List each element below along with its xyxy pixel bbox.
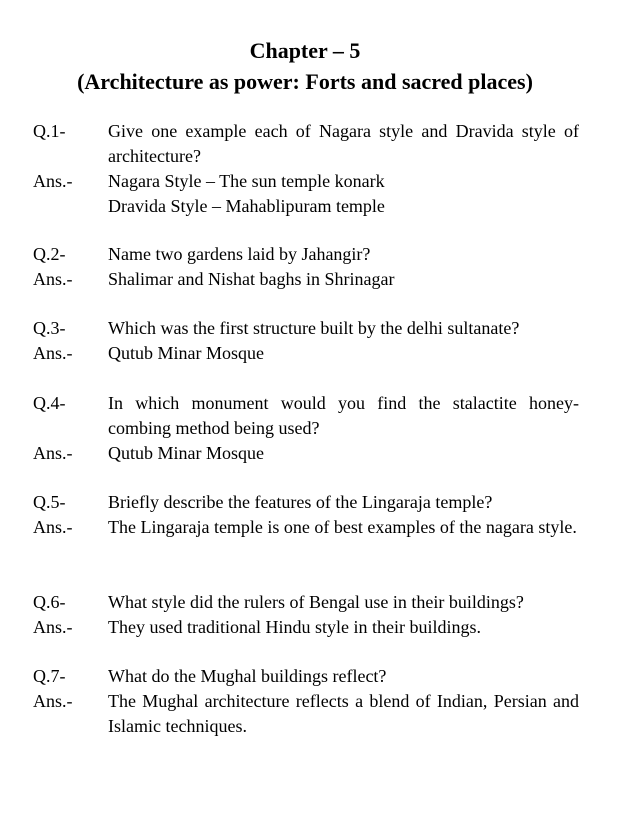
qa-item-6 bbox=[33, 590, 579, 640]
answer-label: Ans.- bbox=[33, 691, 73, 711]
question-label: Q.3- bbox=[33, 318, 66, 338]
question-label: Q.5- bbox=[33, 492, 66, 512]
answer-row-continued bbox=[33, 194, 579, 219]
qa-item-7 bbox=[33, 664, 579, 739]
question-text: What do the Mughal buildings reflect? bbox=[108, 666, 387, 686]
answer-text: The Mughal architecture reflects a blend of Indian, Persian and Islamic techniques. bbox=[108, 691, 579, 736]
answer-label: Ans.- bbox=[33, 517, 73, 537]
qa-item-3 bbox=[33, 316, 579, 366]
question-label: Q.4- bbox=[33, 393, 66, 413]
answer-row bbox=[33, 169, 579, 194]
answer-text: Qutub Minar Mosque bbox=[108, 343, 264, 363]
question-text: Name two gardens laid by Jahangir? bbox=[108, 244, 371, 264]
question-row bbox=[33, 391, 579, 441]
answer-row bbox=[33, 267, 579, 292]
qa-item-2 bbox=[33, 242, 579, 292]
question-row bbox=[33, 664, 579, 689]
answer-label: Ans.- bbox=[33, 617, 73, 637]
answer-text: They used traditional Hindu style in their buildings. bbox=[108, 617, 481, 637]
question-text: Give one example each of Nagara style and Dravida style of architecture? bbox=[108, 121, 579, 166]
answer-label: Ans.- bbox=[33, 171, 73, 191]
answer-row bbox=[33, 615, 579, 640]
answer-text: Shalimar and Nishat baghs in Shrinagar bbox=[108, 269, 395, 289]
answer-text-line-2: Dravida Style – Mahablipuram temple bbox=[108, 196, 385, 216]
qa-item-5 bbox=[33, 490, 579, 540]
question-label: Q.2- bbox=[33, 244, 66, 264]
answer-row bbox=[33, 341, 579, 366]
question-text: In which monument would you find the stalactite honey-combing method being used? bbox=[108, 393, 579, 438]
question-row bbox=[33, 119, 579, 169]
answer-label: Ans.- bbox=[33, 269, 73, 289]
question-label: Q.7- bbox=[33, 666, 66, 686]
question-text: Briefly describe the features of the Lingaraja temple? bbox=[108, 492, 493, 512]
question-row bbox=[33, 490, 579, 515]
answer-label: Ans.- bbox=[33, 443, 73, 463]
question-row bbox=[33, 242, 579, 267]
question-row bbox=[33, 316, 579, 341]
chapter-subtitle: (Architecture as power: Forts and sacred places) bbox=[77, 69, 533, 94]
question-text: Which was the first structure built by the delhi sultanate? bbox=[108, 318, 520, 338]
answer-text: The Lingaraja temple is one of best examples of the nagara style. bbox=[108, 517, 577, 537]
question-label: Q.1- bbox=[33, 121, 66, 141]
question-text: What style did the rulers of Bengal use in their buildings? bbox=[108, 592, 524, 612]
answer-row bbox=[33, 515, 579, 540]
answer-text: Nagara Style – The sun temple konark bbox=[108, 171, 385, 191]
question-row bbox=[33, 590, 579, 615]
answer-row bbox=[33, 441, 579, 466]
qa-item-4 bbox=[33, 391, 579, 466]
answer-label: Ans.- bbox=[33, 343, 73, 363]
question-label: Q.6- bbox=[33, 592, 66, 612]
answer-row bbox=[33, 689, 579, 739]
answer-text: Qutub Minar Mosque bbox=[108, 443, 264, 463]
chapter-heading: Chapter – 5 bbox=[249, 38, 361, 63]
qa-item-1 bbox=[33, 119, 579, 219]
